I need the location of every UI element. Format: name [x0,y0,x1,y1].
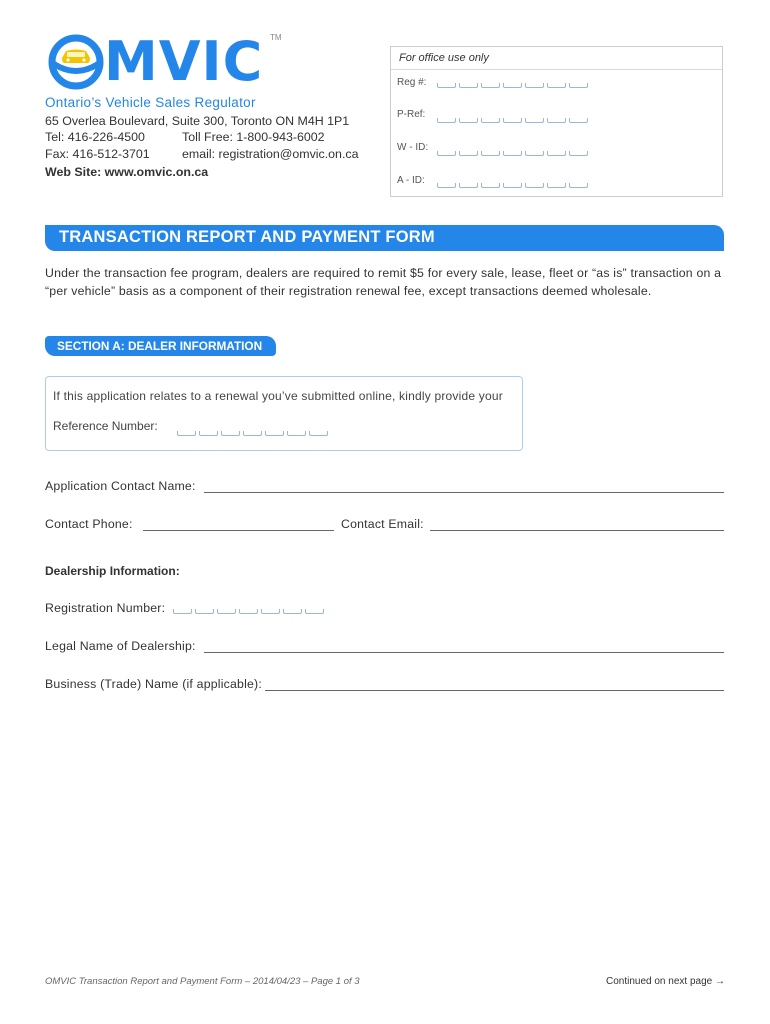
website: Web Site: www.omvic.on.ca [45,165,209,179]
office-reg-label: Reg #: [397,77,427,88]
contact-phone-label: Contact Phone: [45,517,133,531]
contact-name-label: Application Contact Name: [45,479,196,493]
legal-name-field[interactable] [204,652,724,653]
footer-continued: Continued on next page → [606,976,725,987]
business-name-label: Business (Trade) Name (if applicable): [45,677,262,691]
office-aid-label: A - ID: [397,175,425,186]
form-title-banner [45,225,724,251]
section-a-label: SECTION A: DEALER INFORMATION [57,339,263,353]
contact-phone-field[interactable] [143,530,334,531]
intro-paragraph: Under the transaction fee program, dealers are required to remit $5 for every sale, lease, fleet or “as is” transaction on a “per vehicle” basis as a component of their registration renewal fee, except transactions deemed wholesale. [45,266,722,298]
office-use-box [390,46,723,197]
reference-number-boxes[interactable] [177,431,328,436]
logo-wordmark: MVIC [104,30,264,93]
legal-name-label: Legal Name of Dealership: [45,639,196,653]
office-pref-label: P-Ref: [397,109,426,120]
footer-page-info: OMVIC Transaction Report and Payment Form – 2014/04/23 – Page 1 of 3 [45,976,360,987]
contact-name-field[interactable] [204,492,724,493]
registration-number-boxes[interactable] [173,609,324,614]
omvic-o-car-icon [48,34,104,90]
address: 65 Overlea Boulevard, Suite 300, Toronto ON M4H 1P1 [45,114,350,128]
tel: Tel: 416-226-4500 [45,130,145,144]
contact-email-label: Contact Email: [341,517,424,531]
renewal-reference-box [45,376,523,451]
form-title: TRANSACTION REPORT AND PAYMENT FORM [59,228,435,246]
office-pref-boxes[interactable] [437,118,588,123]
fax: Fax: 416-512-3701 [45,147,150,161]
email: email: registration@omvic.on.ca [182,147,359,161]
section-a-heading [45,336,276,356]
office-wid-boxes[interactable] [437,151,588,156]
contact-email-field[interactable] [430,530,724,531]
reference-number-label: Reference Number: [53,419,158,433]
tagline: Ontario’s Vehicle Sales Regulator [45,95,256,110]
toll-free: Toll Free: 1-800-943-6002 [182,130,325,144]
renewal-note: If this application relates to a renewal you’ve submitted online, kindly provide your [53,389,503,403]
office-reg-boxes[interactable] [437,83,588,88]
business-name-field[interactable] [265,690,724,691]
omvic-logo [48,30,288,94]
registration-number-label: Registration Number: [45,601,166,615]
dealership-info-heading: Dealership Information: [45,564,180,578]
office-wid-label: W - ID: [397,142,429,153]
office-divider [391,69,722,70]
office-use-title: For office use only [399,52,489,64]
office-aid-boxes[interactable] [437,183,588,188]
trademark-mark: TM [270,33,282,42]
